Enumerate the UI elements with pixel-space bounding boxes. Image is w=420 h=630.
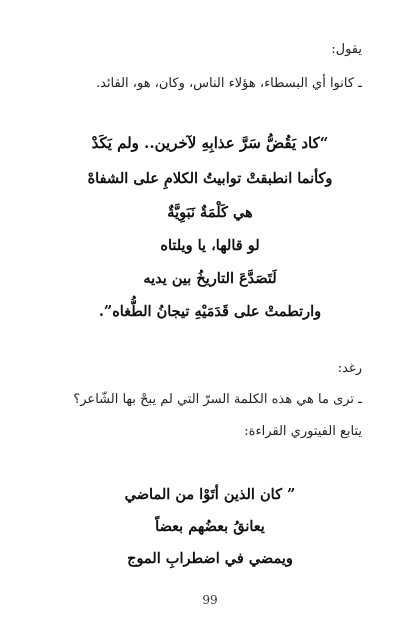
speaker-label-raghad: رغد: [337,361,362,376]
poem-line: ” كان الذين أتَوْا من الماضي [124,486,296,503]
poem-line: لَتَصَدَّعَ التاريخُ بين يديه [143,270,277,287]
poem-line: هي كَلْمَةٌ نَبَوِيَّةٌ [167,204,253,221]
speaker-label-yaqul: يقول: [331,42,362,57]
poem-line: “كاد يَقُضُّ سَرَّ عذابِهِ لآخرين.. ولم يَكَدْ [91,134,329,152]
poem-line: وارتطمتْ على قَدَمَيْهِ تيجانُ الطُّغاه”. [98,303,322,320]
page-number: 99 [202,593,218,607]
question-line: ـ ترى ما هي هذه الكلمة السرّ التي لم يبحْ بها الشّاعر؟ [73,392,362,407]
poem-line: يعانقُ بعضُهم بعضاً [155,518,265,535]
intro-line: ـ كانوا أي البسطاء، هؤلاء الناس، وكان، هو، القائد. [95,76,362,91]
follow-line: يتابع الفيتوري القراءة: [244,424,362,439]
poem-line: وكأنما انطبقتْ توابيتُ الكلامِ على الشفاهْ [87,170,333,187]
poem-line: ويمضي في اضطرابِ الموج [127,550,293,567]
poem-line: لو قالها، يا ويلتاه [160,237,260,254]
